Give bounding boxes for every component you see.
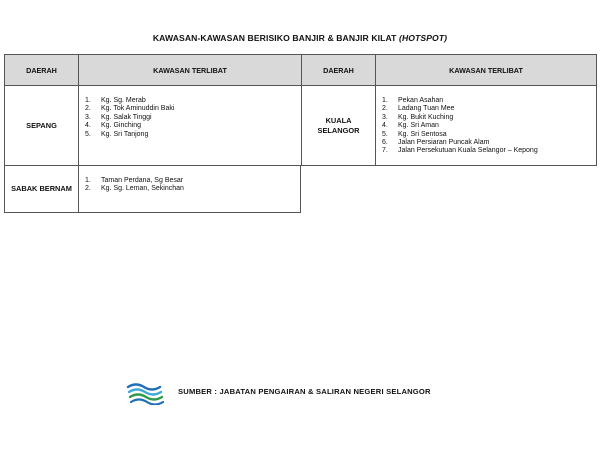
list-item: 7. Jalan Persekutuan Kuala Selangor – Kepong [382,147,538,155]
col-divider-1 [78,55,79,165]
daerah-kuala-selangor [302,86,375,166]
daerah-sepang-label: SEPANG [26,121,57,130]
kawasan-sepang-list [85,97,295,139]
header-kawasan-left [79,55,301,85]
col-divider-3 [375,55,376,165]
title-main: KAWASAN-KAWASAN BERISIKO BANJIR & BANJIR KILAT [152,33,399,43]
header-daerah-right [302,55,375,85]
header-kawasan-right [376,55,596,85]
daerah-kuala-line1: KUALA [325,116,352,125]
header-kawasan-right-label: KAWASAN TERLIBAT [449,65,523,75]
daerah-sabak-bernam [5,166,78,212]
list-item: 2. Ladang Tuan Mee [382,105,455,113]
flood-table-top [4,54,597,166]
list-item: 3. Kg. Salak Tinggi [85,113,152,121]
col-divider-bottom [78,166,79,212]
header-daerah-left [5,55,78,85]
list-item: 5. Kg. Sri Tanjong [85,130,149,138]
jps-wave-logo-icon [126,381,166,405]
title-hotspot: (HOTSPOT) [398,33,448,43]
header-daerah-right-label: DAERAH [323,65,354,75]
kawasan-kuala-selangor-list [382,97,594,156]
list-item: 2. Kg. Sg. Leman, Sekinchan [85,185,184,193]
header-daerah-left-label: DAERAH [26,65,57,75]
page-title [0,33,600,43]
header-kawasan-left-label: KAWASAN TERLIBAT [153,65,227,75]
list-item: 2. Kg. Tok Aminuddin Baki [85,105,175,113]
daerah-sabak-bernam-label: SABAK BERNAM [11,184,72,193]
daerah-sepang [5,86,78,166]
list-item: 5. Kg. Sri Sentosa [382,130,447,138]
list-item: 1. Pekan Asahan [382,97,444,104]
source-caption: SUMBER : JABATAN PENGAIRAN & SALIRAN NEGERI SELANGOR [178,387,431,396]
list-item: 4. Kg. Sri Aman [382,122,439,130]
list-item: 1. Kg. Sg. Merab [85,97,146,104]
list-item: 6. Jalan Persiaran Puncak Alam [382,139,490,147]
list-item: 1. Taman Perdana, Sg Besar [85,177,184,184]
list-item: 4. Kg. Ginching [85,122,142,130]
kawasan-sabak-bernam-list [85,177,295,194]
list-item: 3. Kg. Bukit Kuching [382,113,454,121]
flood-table-bottom [4,165,301,213]
daerah-kuala-line2: SELANGOR [317,126,360,135]
